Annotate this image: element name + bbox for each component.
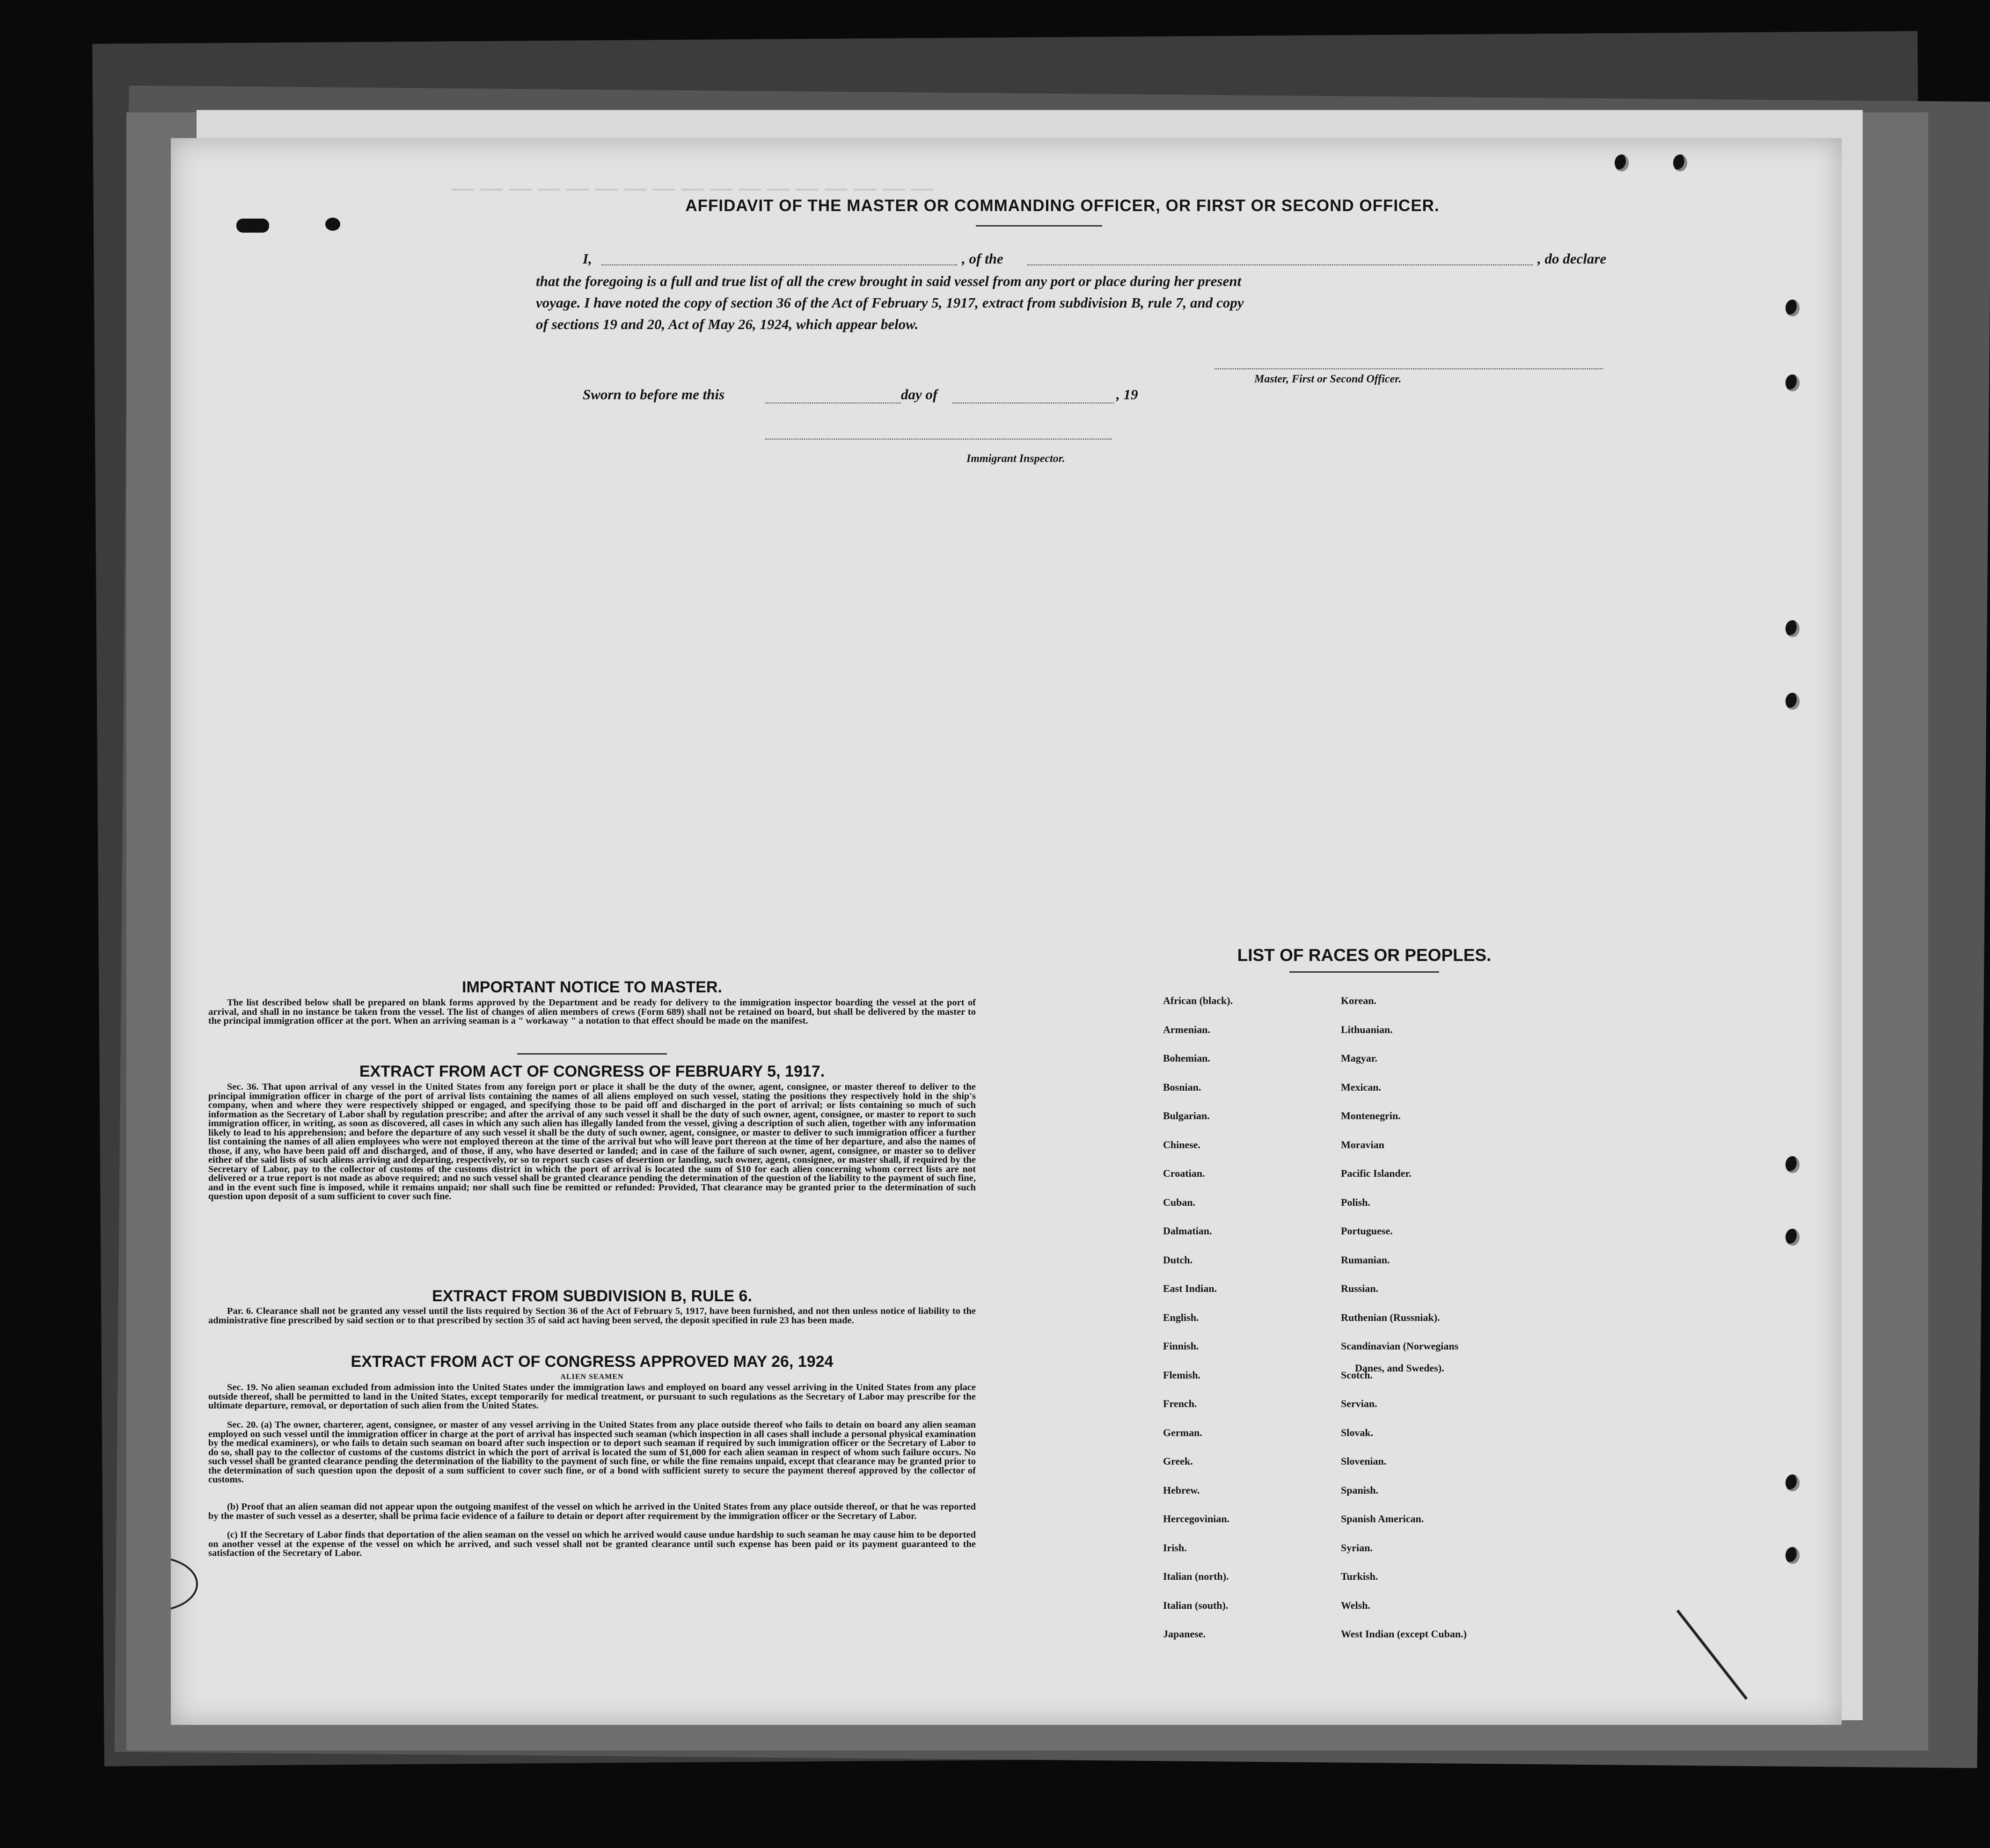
extract-rule6-text: Par. 6. Clearance shall not be granted any vessel until the lists required by Section 36 of the Act of February 5, 1917, have been furnished, and not then unless notice of liability to the administrative fine prescribed by said section or to that prescribed by section 35 of said act having been served, the deposit specified in rule 23 has been made. (208, 1306, 976, 1326)
race-item: Japanese. (1163, 1628, 1206, 1640)
race-item: Bosnian. (1163, 1081, 1201, 1093)
extract-1924-title: EXTRACT FROM ACT OF CONGRESS APPROVED MAY 26, 1924 (351, 1353, 834, 1371)
race-item: Italian (south). (1163, 1599, 1229, 1611)
race-item: Magyar. (1341, 1052, 1378, 1064)
race-item: Turkish. (1341, 1570, 1378, 1582)
affidavit-do-declare: , do declare (1537, 250, 1607, 267)
pencil-scribble (171, 1556, 198, 1612)
race-item: Bulgarian. (1163, 1110, 1210, 1122)
master-caption: Master, First or Second Officer. (1254, 373, 1402, 385)
affidavit-of-the: , of the (962, 250, 1003, 267)
extract-1917-title: EXTRACT FROM ACT OF CONGRESS OF FEBRUARY 5, 1917. (359, 1063, 825, 1080)
race-item: French. (1163, 1398, 1197, 1409)
race-item: Mexican. (1341, 1081, 1382, 1093)
race-item: Korean. (1341, 995, 1376, 1006)
race-item: Portuguese. (1341, 1225, 1393, 1237)
race-item: Irish. (1163, 1541, 1187, 1554)
ink-mark (236, 219, 269, 233)
day-of-label: day of (901, 386, 938, 403)
race-item: African (black). (1163, 995, 1233, 1006)
notice-rule (517, 1053, 667, 1055)
race-item: Pacific Islander. (1341, 1167, 1412, 1179)
inspector-signature-line (765, 439, 1112, 440)
race-item: Ruthenian (Russniak). (1341, 1311, 1440, 1323)
pencil-check-mark (1676, 1610, 1748, 1700)
bleed-through-heading: — — — — — — — — — — — — — — — — — (452, 176, 934, 201)
extract-1924-sec20b: (b) Proof that an alien seaman did not appear upon the outgoing manifest of the vessel on which he arrived in the United States from any place outside thereof, or that he was reported by the master of such vessel as a deserter, shall be prima facie evidence of a failure to detain or deport after requirement by the immigration officer or the Secretary of Labor. (208, 1502, 976, 1521)
race-item: German. (1163, 1426, 1202, 1438)
race-item: Lithuanian. (1341, 1023, 1393, 1035)
race-item: Russian. (1341, 1283, 1379, 1294)
race-item: West Indian (except Cuban.) (1341, 1628, 1467, 1640)
master-signature-line (1214, 368, 1603, 369)
punch-hole (1673, 154, 1687, 171)
race-item: Spanish. (1341, 1484, 1379, 1496)
race-item: Greek. (1163, 1455, 1193, 1467)
affidavit-line-3: of sections 19 and 20, Act of May 26, 1924, which appear below. (536, 316, 919, 332)
punch-hole (1785, 1474, 1800, 1491)
race-item: Armenian. (1163, 1023, 1210, 1035)
race-item: Flemish. (1163, 1369, 1201, 1381)
race-item: Hebrew. (1163, 1484, 1200, 1496)
extract-1924-sec20c: (c) If the Secretary of Labor finds that deportation of the alien seaman on the vessel on which he arrived would cause undue hardship to such seaman he may cause him to be deported on another vessel at the expense of the vessel on which he arrived, and such vessel shall not be granted clearance until such expense has been paid or its payment guaranteed to the satisfaction of the Secretary of Labor. (208, 1530, 976, 1558)
race-item: Scotch. (1341, 1369, 1373, 1381)
race-item: Syrian. (1341, 1541, 1373, 1554)
name-line (601, 264, 957, 265)
race-item-continuation: Danes, and Swedes). (1355, 1362, 1444, 1374)
punch-hole (1785, 300, 1800, 316)
punch-hole (1785, 1229, 1800, 1246)
document-page (171, 138, 1842, 1725)
race-item: East Indian. (1163, 1283, 1217, 1294)
race-item: Italian (north). (1163, 1570, 1229, 1582)
extract-1924-subtitle: ALIEN SEAMEN (560, 1373, 624, 1381)
race-item: Croatian. (1163, 1167, 1205, 1179)
race-item: Dutch. (1163, 1254, 1193, 1266)
punch-hole (1785, 620, 1800, 637)
race-item: Moravian (1341, 1138, 1384, 1151)
inspector-caption: Immigrant Inspector. (966, 453, 1065, 465)
race-item: Finnish. (1163, 1340, 1199, 1352)
affidavit-i: I, (583, 250, 592, 267)
race-item: Bohemian. (1163, 1052, 1210, 1064)
extract-1917-text: Sec. 36. That upon arrival of any vessel in the United States from any foreign port or place it shall be the duty of the owner, agent, consignee, or master thereof to deliver to the principal immigration officer in charge of the port of arrival lists containing the names of all aliens employed on such vessel, stating the positions they respectively hold in the ship's company, when and where they were respectively shipped or engaged, and specifying those to be paid off and discharged in the port of arrival; or lists containing so much of such information as the Secretary of Labor shall by regulation prescribe; and after the arrival of any such vessel it shall be the duty of such owner, agent, consignee, or master to report to such immigration officer, in writing, as soon as discovered, all cases in which any such alien has illegally landed from the vessel, giving a description of such alien, together with any information likely to lead to his apprehension; and before the departure of any such vessel it shall be the duty of such owner, agent, consignee, or master to deliver to such immigration officer a further list containing the names of all alien employees who were not employed thereon at the time of the arrival but who will leave port thereon at the time of her departure, and also the names of those, if any, who have been paid off and discharged, and of those, if any, who have deserted or landed; and in case of the failure of such owner, agent, consignee, or master so to deliver either of the said lists of such aliens arriving and departing, respectively, or so to report such cases of desertion or landing, such owner, agent, consignee, or master shall, if required by the Secretary of Labor, pay to the collector of customs of the customs district in which the port of arrival is located the sum of $10 for each alien concerning whom correct lists are not delivered or a true report is not made as above required; and no such vessel shall be granted clearance pending the determination of the question of the liability to the payment of such fine, and in the event such fine is imposed, while it remains unpaid; nor shall such fine be remitted or refunded: Provided, That clearance may be granted prior to the determination of such question upon deposit of a sum sufficient to cover such fine. (208, 1082, 976, 1202)
extract-1924-sec19: Sec. 19. No alien seaman excluded from admission into the United States under the immigration laws and employed on board any vessel arriving in the United States from any place outside thereof, shall be permitted to land in the United States, except temporarily for medical treatment, or pursuant to such regulations as the Secretary of Labor may prescribe for the ultimate departure, removal, or deportation of such alien from the United States. (208, 1382, 976, 1411)
punch-hole (1615, 154, 1629, 171)
punch-hole (1785, 1156, 1800, 1173)
race-item: Spanish American. (1341, 1513, 1424, 1525)
ink-mark (325, 218, 340, 231)
extract-1924-sec20a: Sec. 20. (a) The owner, charterer, agent, consignee, or master of any vessel arriving in the United States from any place outside thereof who fails to detain on board any alien seaman employed on such vessel until the immigration officer in charge at the port of arrival has inspected such seaman (which inspection in all cases shall include a personal physical examination by the medical examiners), or who fails to detain such seaman on board after such inspection or to deport such seaman if required by such immigration officer or the Secretary of Labor to do so, shall pay to the collector of customs of the customs district in which the port of arrival is located the sum of $1,000 for each alien seaman in respect of whom such failure occurs. No such vessel shall be granted clearance pending the determination of the liability to the payment of such fine, or while the fine remains unpaid, except that clearance may be granted prior to the determination of such question upon the deposit of a sum sufficient to cover such fine, or of a bond with sufficient surety to secure the payment thereof approved by the collector of customs. (208, 1420, 976, 1485)
race-item: Dalmatian. (1163, 1225, 1212, 1237)
races-rule (1289, 971, 1439, 973)
race-item: Rumanian. (1341, 1254, 1390, 1266)
title-rule (976, 225, 1102, 227)
race-item: Scandinavian (Norwegians (1341, 1340, 1459, 1352)
punch-hole (1785, 374, 1800, 391)
affidavit-title: AFFIDAVIT OF THE MASTER OR COMMANDING OFFICER, OR FIRST OR SECOND OFFICER. (685, 197, 1440, 215)
race-item: Chinese. (1163, 1138, 1201, 1151)
race-item: Montenegrin. (1341, 1110, 1401, 1122)
year-label: , 19 (1116, 386, 1138, 403)
race-item: English. (1163, 1311, 1199, 1323)
race-item: Welsh. (1341, 1599, 1370, 1611)
notice-title: IMPORTANT NOTICE TO MASTER. (462, 978, 722, 996)
notice-text: The list described below shall be prepared on blank forms approved by the Department and be ready for delivery to the immigration inspector boarding the vessel at the port of arrival, and shall in no instance be taken from the vessel. The list of changes of alien members of crews (Form 689) shall not be retained on board, but shall be delivered by the master to the principal immigration officer at the port. When an arriving seaman is a " workaway " a notation to that effect should be made on the manifest. (208, 997, 976, 1026)
race-item: Slovenian. (1341, 1455, 1387, 1467)
sworn-label: Sworn to before me this (583, 386, 725, 403)
race-item: Polish. (1341, 1196, 1370, 1208)
punch-hole (1785, 1547, 1800, 1564)
race-item: Cuban. (1163, 1196, 1196, 1208)
vessel-line (1027, 264, 1533, 265)
punch-hole (1785, 693, 1800, 710)
race-item: Servian. (1341, 1398, 1377, 1409)
affidavit-line-2: voyage. I have noted the copy of section 36 of the Act of February 5, 1917, extract from subdivision B, rule 7, and copy (536, 294, 1244, 311)
race-item: Slovak. (1341, 1426, 1374, 1438)
race-item: Hercegovinian. (1163, 1513, 1229, 1525)
affidavit-line-1: that the foregoing is a full and true list of all the crew brought in said vessel from any port or place during her present (536, 273, 1242, 289)
races-title: LIST OF RACES OR PEOPLES. (1237, 946, 1492, 965)
extract-rule6-title: EXTRACT FROM SUBDIVISION B, RULE 6. (432, 1287, 752, 1305)
